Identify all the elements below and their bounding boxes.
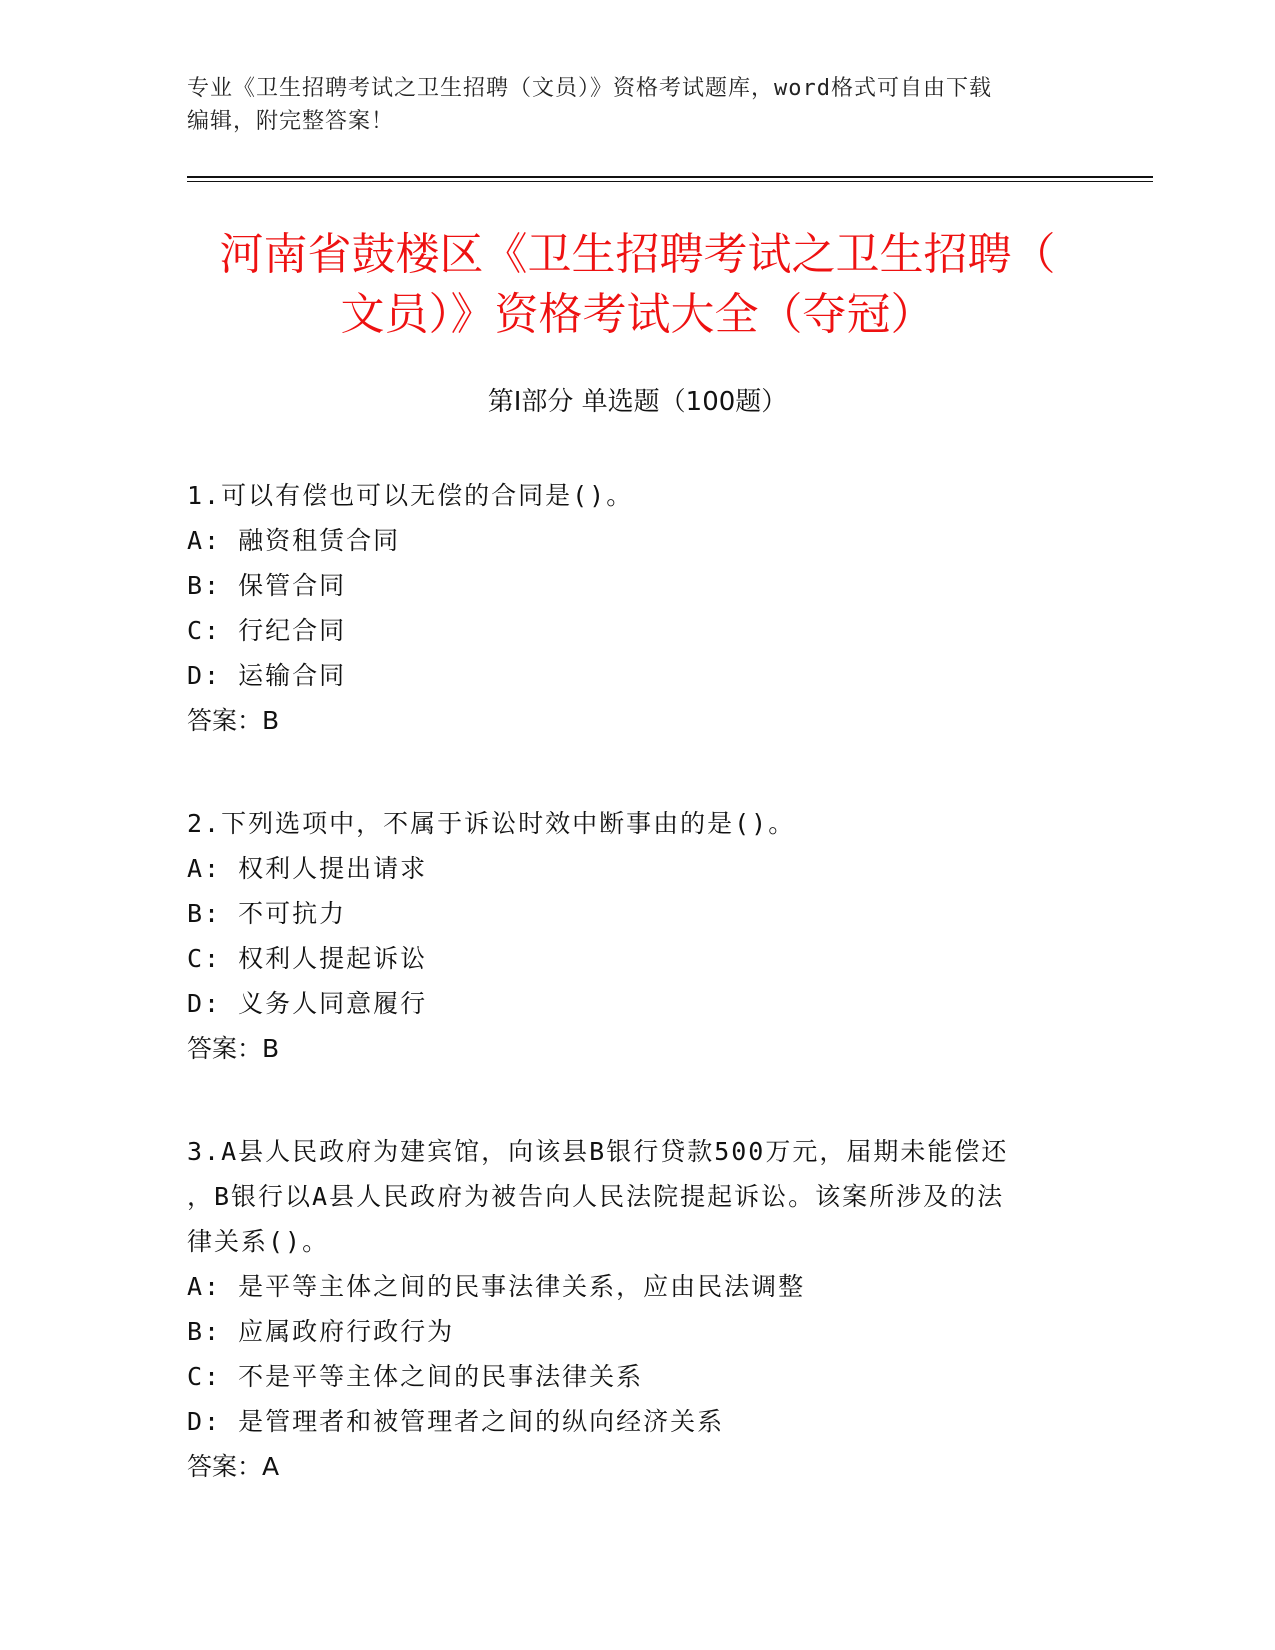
document-title-line-2: 文员）》资格考试大全（夺冠） xyxy=(340,289,935,340)
header-note xyxy=(187,72,1087,138)
question-stem: 1.可以有偿也可以无偿的合同是()。 xyxy=(187,481,634,510)
question-1 xyxy=(187,473,1087,743)
option-c: C: 行纪合同 xyxy=(187,616,347,645)
answer: 答案：A xyxy=(187,1452,280,1481)
option-c: C: 不是平等主体之间的民事法律关系 xyxy=(187,1362,644,1391)
header-note-line-1: 专业《卫生招聘考试之卫生招聘（文员）》资格考试题库，word格式可自由下载 xyxy=(187,76,992,101)
section-title: 第Ⅰ部分 单选题（100题） xyxy=(487,387,788,417)
question-stem: 2.下列选项中，不属于诉讼时效中断事由的是()。 xyxy=(187,809,796,838)
option-d: D: 运输合同 xyxy=(187,661,347,690)
option-b: B: 不可抗力 xyxy=(187,899,347,928)
option-b: B: 应属政府行政行为 xyxy=(187,1317,455,1346)
header-divider-thin xyxy=(187,181,1153,182)
option-d: D: 是管理者和被管理者之间的纵向经济关系 xyxy=(187,1407,725,1436)
header-note-line-2: 编辑，附完整答案！ xyxy=(187,109,395,134)
option-a: A: 融资租赁合同 xyxy=(187,526,401,555)
question-3 xyxy=(187,1129,1087,1489)
question-2 xyxy=(187,801,1087,1071)
answer: 答案：B xyxy=(187,706,280,735)
question-stem-line-1: 3.A县人民政府为建宾馆，向该县B银行贷款500万元，届期未能偿还 xyxy=(187,1137,1009,1166)
header-divider-thick xyxy=(187,176,1153,178)
option-a: A: 权利人提出请求 xyxy=(187,854,428,883)
question-stem-line-3: 律关系()。 xyxy=(187,1227,330,1256)
option-d: D: 义务人同意履行 xyxy=(187,989,428,1018)
option-a: A: 是平等主体之间的民事法律关系，应由民法调整 xyxy=(187,1272,806,1301)
question-list xyxy=(187,473,1087,1547)
option-b: B: 保管合同 xyxy=(187,571,347,600)
question-stem-line-2: ，B银行以A县人民政府为被告向人民法院提起诉讼。该案所涉及的法 xyxy=(187,1182,1005,1211)
document-title xyxy=(150,225,1125,345)
document-title-line-1: 河南省鼓楼区《卫生招聘考试之卫生招聘（ xyxy=(219,229,1056,280)
option-c: C: 权利人提起诉讼 xyxy=(187,944,428,973)
answer: 答案：B xyxy=(187,1034,280,1063)
